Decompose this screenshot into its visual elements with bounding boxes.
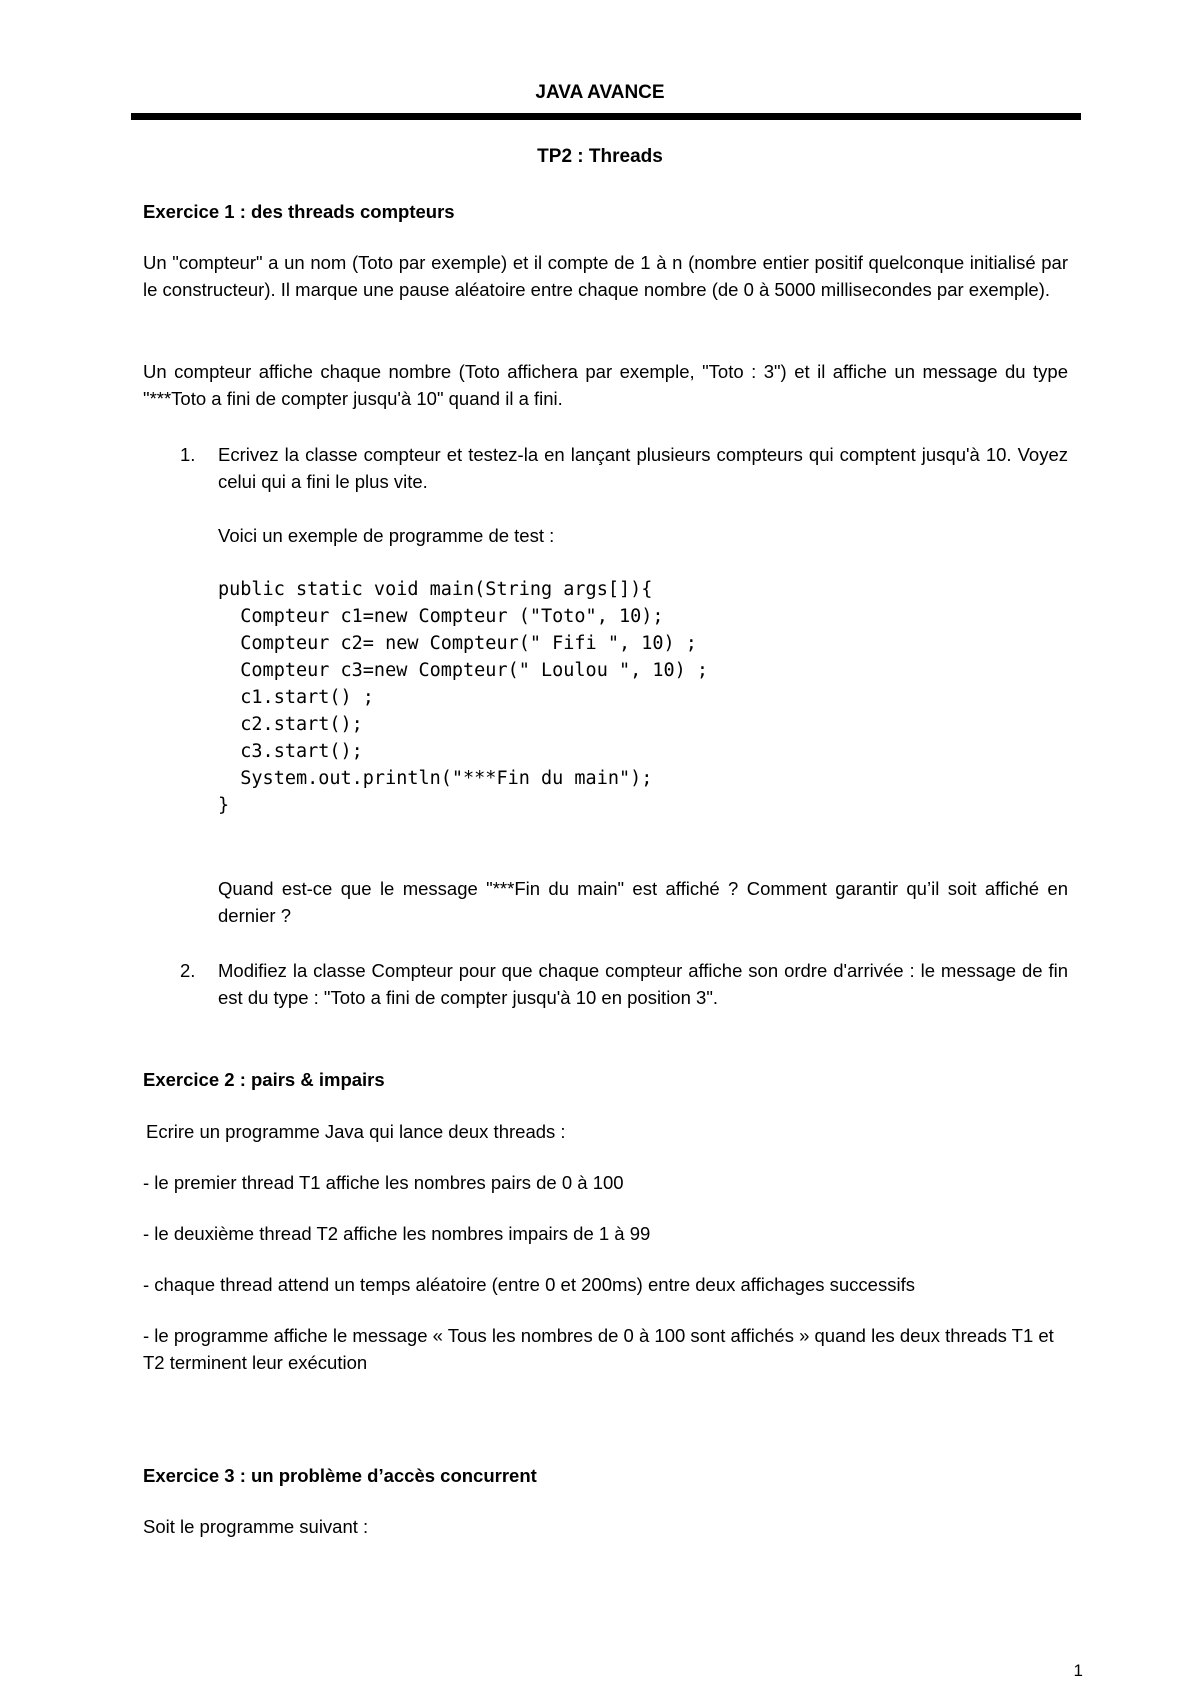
ex1-item-1-question: Quand est-ce que le message "***Fin du main" est affiché ? Comment garantir qu’il soit affiché en dernier ? (218, 878, 1068, 926)
header-rule (131, 113, 1081, 120)
ex1-item-1-text: Ecrivez la classe compteur et testez-la en lançant plusieurs compteurs qui comptent jusqu'à 10. Voyez celui qui a fini le plus vite. (218, 444, 1068, 492)
ex2-line-1: - le premier thread T1 affiche les nombres pairs de 0 à 100 (143, 1172, 624, 1193)
ex1-paragraph-1: Un "compteur" a un nom (Toto par exemple) et il compte de 1 à n (nombre entier positif quelconque initialisé par le constructeur). Il marque une pause aléatoire entre chaque nombre (de 0 à 5000 millisecondes par exemple). (143, 252, 1068, 300)
ex3-heading: Exercice 3 : un problème d’accès concurrent (143, 1465, 537, 1486)
document-header: JAVA AVANCE (535, 82, 665, 103)
ex2-line-2: - le deuxième thread T2 affiche les nombres impairs de 1 à 99 (143, 1223, 651, 1244)
ex2-line-3: - chaque thread attend un temps aléatoire (entre 0 et 200ms) entre deux affichages successifs (143, 1274, 915, 1295)
ex2-heading: Exercice 2 : pairs & impairs (143, 1069, 385, 1090)
ex1-item-2-number: 2. (180, 960, 196, 981)
ex1-paragraph-2: Un compteur affiche chaque nombre (Toto affichera par exemple, "Toto : 3") et il affiche un message du type "***Toto a fini de compter jusqu'à 10" quand il a fini. (143, 361, 1068, 409)
ex1-item-1-intro: Voici un exemple de programme de test : (218, 525, 555, 546)
ex1-heading: Exercice 1 : des threads compteurs (143, 201, 455, 222)
ex2-line-4: - le programme affiche le message « Tous les nombres de 0 à 100 sont affichés » quand les deux threads T1 et T2 terminent leur exécution (143, 1325, 1054, 1373)
ex1-item-1-number: 1. (180, 444, 196, 465)
ex1-code-block: public static void main(String args[]){ Compteur c1=new Compteur ("Toto", 10); Compteur c2= new Compteur(" Fifi ", 10) ; Compteur c3=new Compteur(" Loulou ", 10) ; c1.start() ; c2.start(); c3.start(); System.out.println("***Fin du main"); } (218, 579, 709, 816)
ex3-intro: Soit le programme suivant : (143, 1516, 369, 1537)
ex2-intro: Ecrire un programme Java qui lance deux threads : (146, 1121, 566, 1142)
page-number: 1 (1073, 1661, 1083, 1680)
document-title: TP2 : Threads (537, 146, 663, 167)
ex1-item-2-text: Modifiez la classe Compteur pour que chaque compteur affiche son ordre d'arrivée : le message de fin est du type : "Toto a fini de compter jusqu'à 10 en position 3". (218, 960, 1068, 1008)
